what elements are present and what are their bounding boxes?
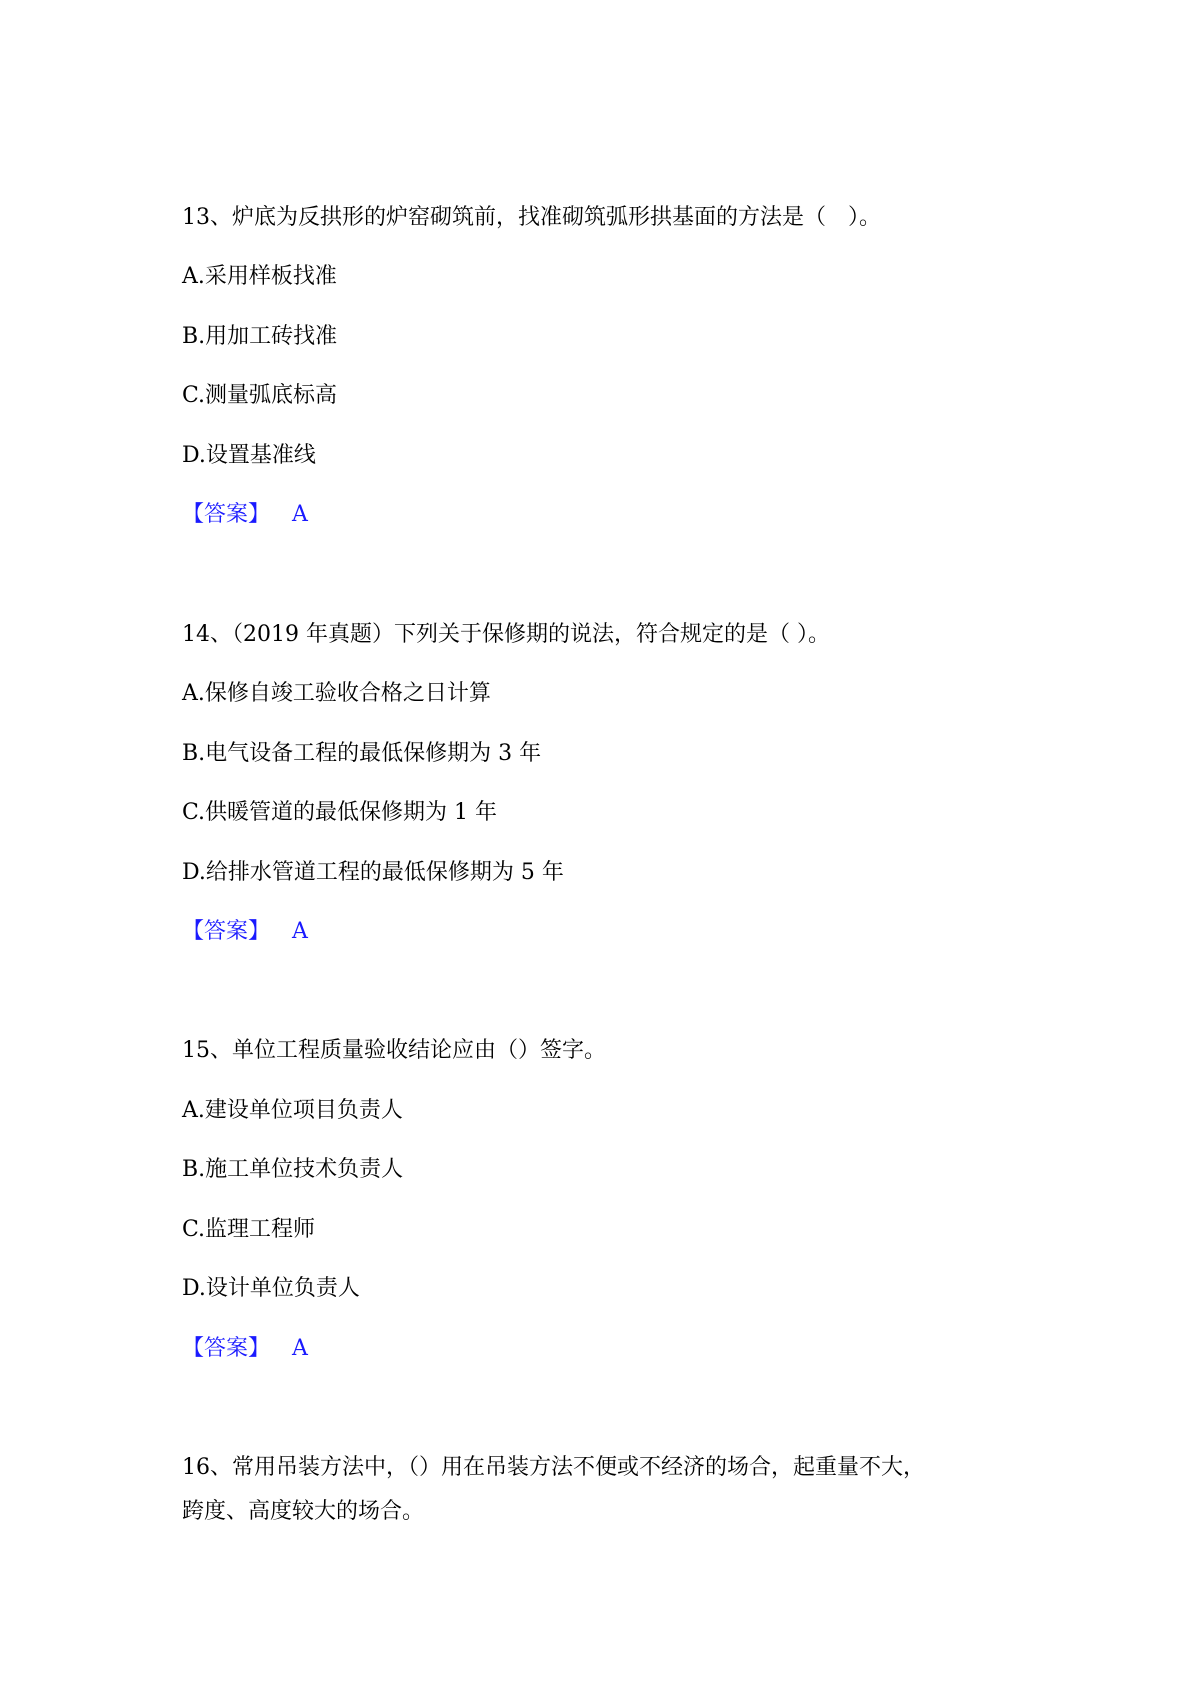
answer-value: A xyxy=(292,919,308,944)
question-13-stem: 13、炉底为反拱形的炉窑砌筑前，找准砌筑弧形拱基面的方法是（ ）。 xyxy=(182,205,881,230)
question-14-option-a: A.保修自竣工验收合格之日计算 xyxy=(182,681,491,706)
question-15-stem: 15、单位工程质量验收结论应由（）签字。 xyxy=(182,1038,606,1063)
question-13-option-a: A.采用样板找准 xyxy=(182,264,337,289)
answer-label: 【答案】 xyxy=(182,919,271,944)
question-13-option-d: D.设置基准线 xyxy=(182,443,316,468)
question-15-option-d: D.设计单位负责人 xyxy=(182,1276,360,1301)
question-14-option-c: C.供暖管道的最低保修期为 1 年 xyxy=(182,800,498,825)
question-15-option-b: B.施工单位技术负责人 xyxy=(182,1157,404,1182)
answer-value: A xyxy=(292,1336,308,1361)
question-16-stem-line-1: 16、常用吊装方法中，（）用在吊装方法不便或不经济的场合，起重量不大， xyxy=(182,1455,925,1480)
question-15-option-c: C.监理工程师 xyxy=(182,1217,316,1242)
question-14-option-d: D.给排水管道工程的最低保修期为 5 年 xyxy=(182,860,564,885)
answer-label: 【答案】 xyxy=(182,502,271,527)
question-14-stem: 14、（2019 年真题）下列关于保修期的说法，符合规定的是（ ）。 xyxy=(182,622,830,647)
answer-label: 【答案】 xyxy=(182,1336,271,1361)
question-14-answer xyxy=(182,917,308,947)
question-13-option-c: C.测量弧底标高 xyxy=(182,383,338,408)
question-15-option-a: A.建设单位项目负责人 xyxy=(182,1098,403,1123)
question-13-answer xyxy=(182,500,308,530)
question-15-answer xyxy=(182,1334,308,1364)
answer-value: A xyxy=(292,502,308,527)
question-13-option-b: B.用加工砖找准 xyxy=(182,324,338,349)
question-16-stem-line-2: 跨度、高度较大的场合。 xyxy=(182,1499,425,1524)
question-14-option-b: B.电气设备工程的最低保修期为 3 年 xyxy=(182,741,542,766)
